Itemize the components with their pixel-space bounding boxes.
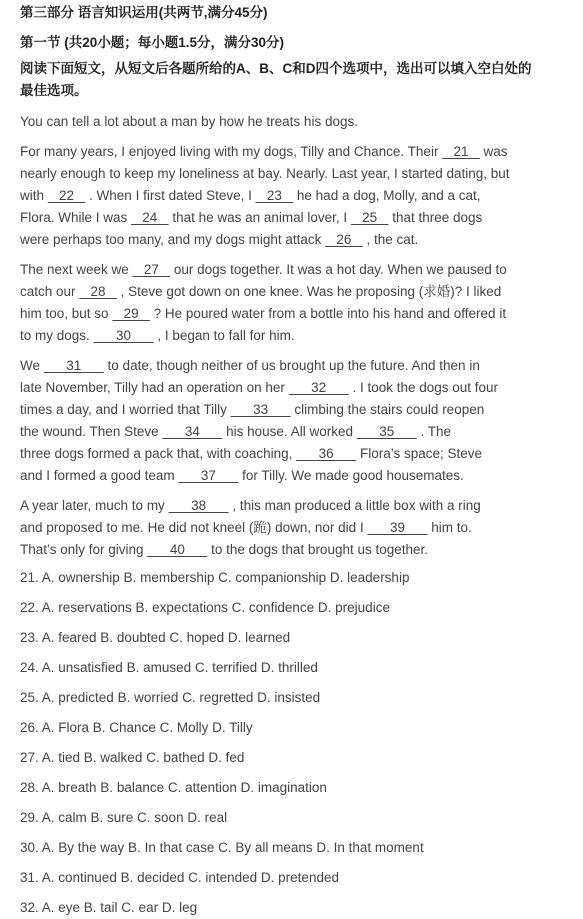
text-segment: The next week we: [20, 262, 133, 277]
text-segment: Flora. While I was: [20, 210, 132, 225]
subsection-title: 第一节 (共20小题；每小题1.5分，满分30分): [20, 35, 285, 50]
blank-31: 31: [43, 358, 104, 373]
section-title: 第三部分 语言知识运用(共两节,满分45分): [20, 5, 268, 20]
text-segment: For many years, I enjoyed living with my dogs, Tilly and Chance. Their: [20, 144, 443, 159]
option-line: 32. A. eye B. tail C. ear D. leg: [20, 900, 198, 915]
passage-line: [20, 185, 572, 207]
passage-line: [20, 539, 572, 561]
passage-paragraph: [20, 141, 572, 251]
text-segment: climbing the stairs could reopen: [290, 402, 485, 417]
option-line: 24. A. unsatisfied B. amused C. terrified D. thrilled: [20, 660, 318, 675]
passage-line: [20, 495, 572, 517]
text-segment: that he was an animal lover, I: [168, 210, 351, 225]
text-segment: were perhaps too many, and my dogs might attack: [20, 232, 326, 247]
blank-38: 38: [168, 498, 229, 513]
passage-line: [20, 259, 572, 281]
blank-32: 32: [288, 380, 349, 395]
passage-line: [20, 465, 572, 487]
text-segment: him too, but so: [20, 306, 113, 321]
text-segment: his house. All worked: [222, 424, 357, 439]
text-segment: times a day, and I worried that Tilly: [20, 402, 231, 417]
passage-line: [20, 517, 572, 539]
blank-34: 34: [162, 424, 223, 439]
blank-33: 33: [230, 402, 291, 417]
text-segment: to my dogs.: [20, 328, 94, 343]
text-segment: . I took the dogs out four: [348, 380, 499, 395]
passage-line: [20, 111, 572, 133]
text-segment: he had a dog, Molly, and a cat,: [293, 188, 481, 203]
passage-line: [20, 207, 572, 229]
blank-36: 36: [296, 446, 357, 461]
blank-40: 40: [147, 542, 208, 557]
text-segment: and proposed to me. He did not kneel (跪) down, nor did I: [20, 520, 368, 535]
instruction-line: 最佳选项。: [20, 83, 88, 98]
option-line: 29. A. calm B. sure C. soon D. real: [20, 810, 228, 825]
text-segment: late November, Tilly had an operation on her: [20, 380, 289, 395]
blank-29: 29: [112, 306, 150, 321]
text-segment: catch our: [20, 284, 80, 299]
passage-paragraph: [20, 355, 572, 487]
text-segment: that three dogs: [388, 210, 483, 225]
passage-line: [20, 443, 572, 465]
passage-line: [20, 281, 572, 303]
option-line: 26. A. Flora B. Chance C. Molly D. Tilly: [20, 720, 253, 735]
passage-paragraph: [20, 259, 572, 347]
text-segment: nearly enough to keep my loneliness at bay. Nearly. Last year, I started dating, but: [20, 166, 510, 181]
text-segment: A year later, much to my: [20, 498, 169, 513]
text-segment: him to.: [427, 520, 472, 535]
text-segment: for Tilly. We made good housemates.: [238, 468, 464, 483]
blank-25: 25: [350, 210, 389, 225]
text-segment: three dogs formed a pack that, with coaching,: [20, 446, 297, 461]
option-line: 27. A. tied B. walked C. bathed D. fed: [20, 750, 245, 765]
blank-24: 24: [131, 210, 169, 225]
blank-39: 39: [367, 520, 428, 535]
blank-37: 37: [178, 468, 239, 483]
option-line: 22. A. reservations B. expectations C. confidence D. prejudice: [20, 600, 390, 615]
passage-line: [20, 377, 572, 399]
option-line: 25. A. predicted B. worried C. regretted D. insisted: [20, 690, 321, 705]
instruction-line: 阅读下面短文，从短文后各题所给的A、B、C和D四个选项中，选出可以填入空白处的: [20, 61, 532, 76]
option-line: 23. A. feared B. doubted C. hoped D. learned: [20, 630, 291, 645]
blank-28: 28: [79, 284, 117, 299]
text-segment: . The: [416, 424, 452, 439]
text-segment: , the cat.: [362, 232, 419, 247]
text-segment: was: [479, 144, 508, 159]
text-segment: , I began to fall for him.: [153, 328, 295, 343]
blank-22: 22: [47, 188, 86, 203]
text-segment: . When I first dated Steve, I: [85, 188, 256, 203]
text-segment: our dogs together. It was a hot day. When we paused to: [170, 262, 507, 277]
text-segment: to date, though neither of us brought up the future. And then in: [103, 358, 480, 373]
blank-23: 23: [255, 188, 294, 203]
passage-paragraph: [20, 495, 572, 561]
text-segment: , this man produced a little box with a ring: [228, 498, 481, 513]
text-segment: with: [20, 188, 48, 203]
blank-35: 35: [356, 424, 417, 439]
text-segment: ? He poured water from a bottle into his hand and offered it: [149, 306, 507, 321]
passage-line: [20, 355, 572, 377]
passage-line: [20, 163, 572, 185]
blank-21: 21: [442, 144, 480, 159]
option-line: 31. A. continued B. decided C. intended D. pretended: [20, 870, 339, 885]
text-segment: and I formed a good team: [20, 468, 179, 483]
text-segment: to the dogs that brought us together.: [207, 542, 429, 557]
passage-line: [20, 399, 572, 421]
passage-line: [20, 229, 572, 251]
option-line: 28. A. breath B. balance C. attention D. imagination: [20, 780, 327, 795]
blank-27: 27: [132, 262, 171, 277]
text-segment: You can tell a lot about a man by how he treats his dogs.: [20, 114, 358, 129]
blank-26: 26: [325, 232, 363, 247]
text-segment: That’s only for giving: [20, 542, 148, 557]
option-line: 30. A. By the way B. In that case C. By all means D. In that moment: [20, 840, 424, 855]
instructions: [20, 58, 570, 102]
passage-line: [20, 141, 572, 163]
passage-paragraph: [20, 111, 572, 133]
blank-30: 30: [93, 328, 154, 343]
text-segment: , Steve got down on one knee. Was he proposing (求婚)? I liked: [116, 284, 502, 299]
text-segment: the wound. Then Steve: [20, 424, 163, 439]
passage-line: [20, 421, 572, 443]
passage-line: [20, 303, 572, 325]
text-segment: Flora’s space; Steve: [356, 446, 483, 461]
option-line: 21. A. ownership B. membership C. companionship D. leadership: [20, 570, 410, 585]
text-segment: We: [20, 358, 44, 373]
passage-line: [20, 325, 572, 347]
